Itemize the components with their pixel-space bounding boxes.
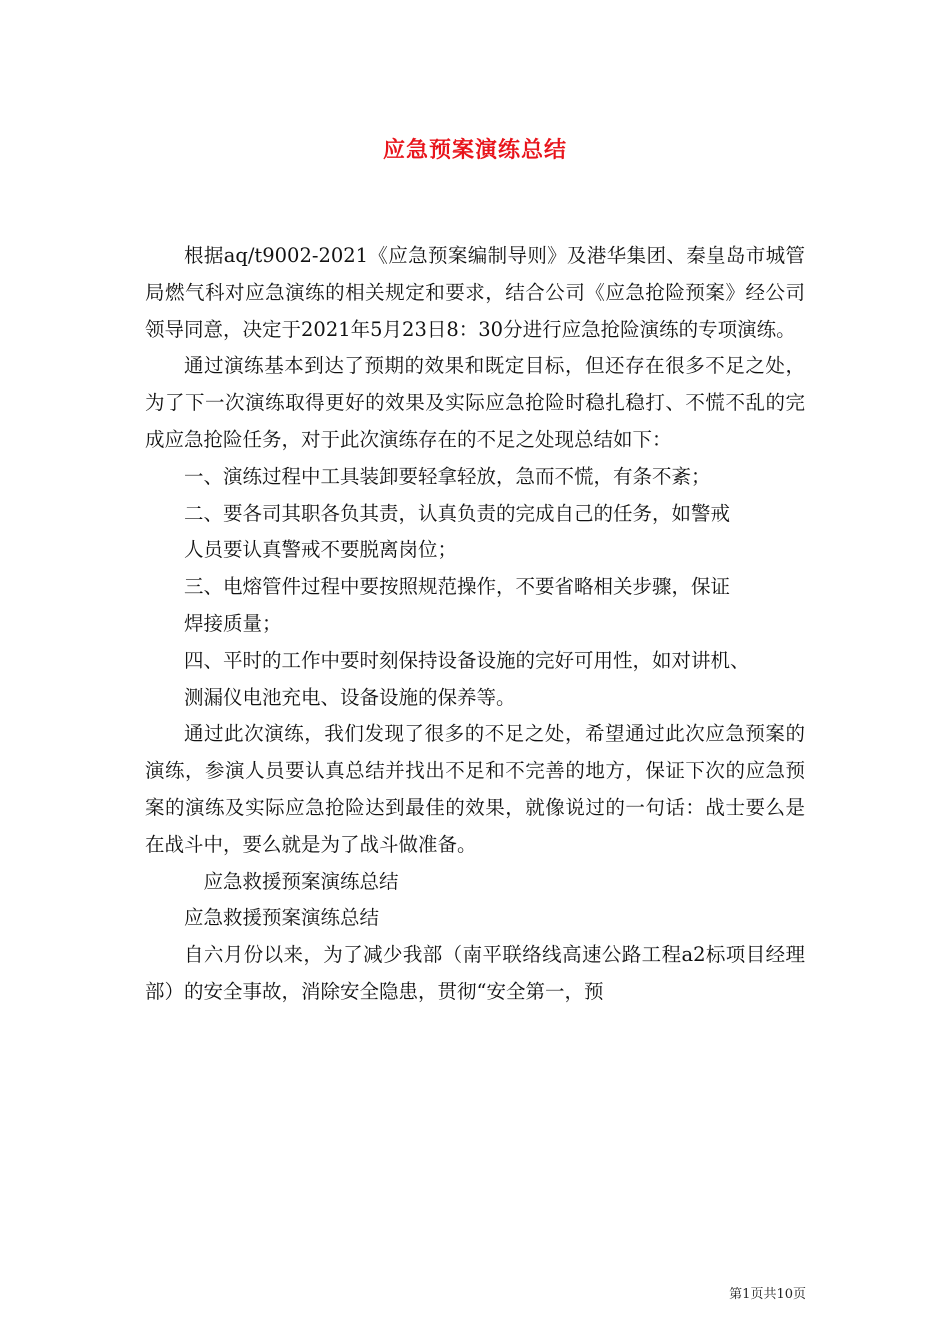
paragraph-intro: 自六月份以来，为了减少我部（南平联络线高速公路工程a2标项目经理部）的安全事故，消除安全隐患，贯彻“安全第一，预 bbox=[145, 943, 805, 1003]
item-two: 二、要各司其职各负其责，认真负责的完成自己的任务，如警戒 bbox=[184, 501, 731, 525]
item-two-continued: 人员要认真警戒不要脱离岗位； bbox=[184, 538, 458, 562]
paragraph-result: 通过演练基本到达了预期的效果和既定目标，但还存在很多不足之处，为了下一次演练取得更好的效果及实际应急抢险时稳扎稳打、不慌不乱的完成应急抢险任务，对于此次演练存在的不足之处现总结如下： bbox=[145, 354, 805, 451]
item-four-continued: 测漏仪电池充电、设备设施的保养等。 bbox=[184, 685, 516, 709]
page-number: 第1页共10页 bbox=[729, 1287, 806, 1302]
item-three: 三、电熔管件过程中要按照规范操作，不要省略相关步骤，保证 bbox=[184, 575, 731, 599]
item-three-continued: 焊接质量； bbox=[184, 611, 282, 635]
subheading-2: 应急救援预案演练总结 bbox=[184, 906, 380, 930]
document-title: 应急预案演练总结 bbox=[382, 137, 567, 163]
paragraph-conclusion: 通过此次演练，我们发现了很多的不足之处，希望通过此次应急预案的演练，参演人员要认真总结并找出不足和不完善的地方，保证下次的应急预案的演练及实际应急抢险达到最佳的效果，就像说过的一句话：战士要么是在战斗中，要么就是为了战斗做准备。 bbox=[145, 722, 805, 856]
item-four: 四、平时的工作中要时刻保持设备设施的完好可用性，如对讲机、 bbox=[184, 648, 750, 672]
item-one: 一、演练过程中工具装卸要轻拿轻放，急而不慌，有条不紊； bbox=[184, 464, 711, 488]
document-body bbox=[145, 238, 805, 1011]
paragraph-basis: 根据aq/t9002-2021《应急预案编制导则》及港华集团、秦皇岛市城管局燃气科对应急演练的相关规定和要求，结合公司《应急抢险预案》经公司领导同意，决定于2021年5月23日8：30分进行应急抢险演练的专项演练。 bbox=[145, 244, 805, 341]
subheading-1: 应急救援预案演练总结 bbox=[203, 869, 399, 893]
